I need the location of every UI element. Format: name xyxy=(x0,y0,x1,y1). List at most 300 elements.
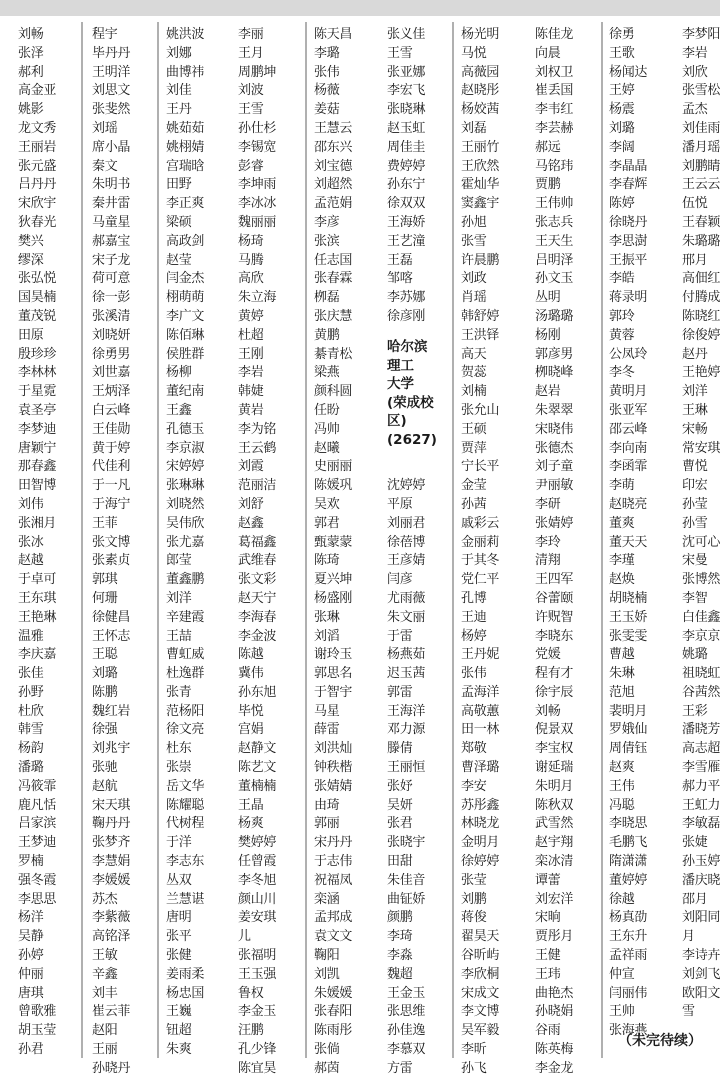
name-entry: 李淼 xyxy=(387,948,413,964)
name-entry: 孟杰 xyxy=(682,102,708,118)
name-entry: 张春阳 xyxy=(314,1004,353,1020)
name-entry: 刘波 xyxy=(238,83,264,99)
name-entry: 韩雪 xyxy=(18,722,44,738)
name-entry: 杨闻达 xyxy=(609,64,648,80)
name-entry: 王丽恒 xyxy=(387,760,426,776)
name-entry: 向晨 xyxy=(535,45,561,61)
name-entry: 李安 xyxy=(461,778,487,794)
name-entry: 潘璐 xyxy=(18,760,44,776)
name-entry: 张琳琳 xyxy=(166,478,205,494)
name-entry: 孟祥雨 xyxy=(609,948,648,964)
name-entry: 郭玲 xyxy=(609,308,635,324)
name-entry: 王云鹤 xyxy=(238,440,277,456)
name-entry: 张志兵 xyxy=(535,214,574,230)
name-entry: 孙玉婷 xyxy=(682,854,720,870)
name-entry: 王东琪 xyxy=(18,590,57,606)
name-entry: 温雅 xyxy=(18,628,44,644)
name-entry: 李敏磊 xyxy=(682,816,720,832)
name-entry: 王彦婧 xyxy=(387,553,426,569)
name-entry: 杜东 xyxy=(166,741,192,757)
name-entry: 王伟帅 xyxy=(535,196,574,212)
name-entry: 李诗卉 xyxy=(682,948,720,964)
to-be-continued-note: （未完待续） xyxy=(618,1033,702,1049)
name-entry: 王炳泽 xyxy=(92,384,131,400)
name-entry: 李韦红 xyxy=(535,102,574,118)
name-entry: 刘佳雨 xyxy=(682,120,720,136)
name-entry: 郭彦男 xyxy=(535,346,574,362)
name-entry: 刘权卫 xyxy=(535,64,574,80)
name-entry: 董婷婷 xyxy=(609,872,648,888)
name-entry: 月 xyxy=(682,929,695,945)
name-entry: 翟昊天 xyxy=(461,929,500,945)
name-entry: 杨爽 xyxy=(238,816,264,832)
name-entry: 李宏飞 xyxy=(387,83,426,99)
name-entry: 曹越 xyxy=(609,647,635,663)
name-entry: 李金波 xyxy=(238,628,277,644)
name-entry: 秦文 xyxy=(92,158,118,174)
name-entry: 曲钲娇 xyxy=(387,891,426,907)
name-entry: 姚影 xyxy=(18,102,44,118)
name-entry: 李广文 xyxy=(166,308,205,324)
name-entry: 谢延瑞 xyxy=(535,760,574,776)
name-entry: 董纪南 xyxy=(166,384,205,400)
name-entry: 那春鑫 xyxy=(18,459,57,475)
name-entry: 王艳琳 xyxy=(18,609,57,625)
name-entry: 杨燕茹 xyxy=(387,647,426,663)
name-entry: 刘佳 xyxy=(166,83,192,99)
name-entry: 张素贞 xyxy=(92,553,131,569)
name-entry: 崔丢国 xyxy=(535,83,574,99)
university-label-line: (荣成校 xyxy=(387,394,434,411)
name-entry: 孔博 xyxy=(461,590,487,606)
name-entry: 甄蒙蒙 xyxy=(314,534,353,550)
name-entry: 龙文秀 xyxy=(18,120,57,136)
name-entry: 徐婷婷 xyxy=(461,854,500,870)
name-entry: 曲博祎 xyxy=(166,64,205,80)
name-entry: 刘洋 xyxy=(682,384,708,400)
name-entry: 钮超 xyxy=(166,1023,192,1039)
name-entry: 儿 xyxy=(238,929,251,945)
name-entry: 王丽岩 xyxy=(18,139,57,155)
name-entry: 赵晓彤 xyxy=(461,83,500,99)
name-entry: 郎莹 xyxy=(166,553,192,569)
name-entry: 王怀志 xyxy=(92,628,131,644)
name-entry: 毕丹丹 xyxy=(92,45,131,61)
name-entry: 荷可意 xyxy=(92,271,131,287)
name-column-7 xyxy=(461,26,499,1079)
name-entry: 朱立海 xyxy=(238,290,277,306)
name-entry: 刘剑飞 xyxy=(682,966,720,982)
name-entry: 任曾霞 xyxy=(238,854,277,870)
name-entry: 刘丰 xyxy=(92,985,118,1001)
name-entry: 高政剑 xyxy=(166,233,205,249)
name-entry: 程宇 xyxy=(92,27,118,42)
name-entry: 张亚军 xyxy=(609,402,648,418)
name-entry: 杨盛刚 xyxy=(314,590,353,606)
name-entry: 贾鹏 xyxy=(535,177,561,193)
name-entry: 潘月瑶 xyxy=(682,139,720,155)
name-entry: 张青 xyxy=(166,684,192,700)
name-entry: 刘晓然 xyxy=(166,496,205,512)
name-entry: 宋曼 xyxy=(682,553,708,569)
name-entry: 任志国 xyxy=(314,252,353,268)
name-entry: 徐晓丹 xyxy=(609,214,648,230)
name-entry: 张雯雯 xyxy=(609,628,648,644)
name-entry: 朱琳 xyxy=(609,666,635,682)
name-entry: 范丽洁 xyxy=(238,478,277,494)
name-entry: 欧阳文 xyxy=(682,985,720,1001)
name-entry: 孙晓娟 xyxy=(535,1004,574,1020)
name-entry: 史丽丽 xyxy=(314,459,353,475)
name-entry: 于一凡 xyxy=(92,478,131,494)
name-entry: 杨真劭 xyxy=(609,910,648,926)
name-entry: 王刚 xyxy=(238,346,264,362)
name-entry: 李岩 xyxy=(682,45,708,61)
name-entry: 姜安琪 xyxy=(238,910,277,926)
name-entry: 梁燕 xyxy=(314,365,340,381)
name-entry: 刘宝德 xyxy=(314,158,353,174)
name-entry: 李慧娟 xyxy=(92,854,131,870)
name-entry: 国昊楠 xyxy=(18,290,57,306)
name-entry: 李林林 xyxy=(18,365,57,381)
name-entry: 徐强 xyxy=(92,722,118,738)
name-entry: 张婧婧 xyxy=(314,778,353,794)
name-entry: 高欣 xyxy=(238,271,264,287)
name-entry: 朱翠翠 xyxy=(535,402,574,418)
name-entry: 王雪 xyxy=(387,45,413,61)
name-entry: 仲宣 xyxy=(609,966,635,982)
name-entry: 张海燕 xyxy=(609,1023,648,1039)
name-entry: 雪 xyxy=(682,1004,695,1020)
university-label-line: (2627) xyxy=(387,431,437,448)
name-entry: 王佳勋 xyxy=(92,421,131,437)
name-entry: 黄明月 xyxy=(609,384,648,400)
name-entry: 邵云峰 xyxy=(609,421,648,437)
name-entry: 代树程 xyxy=(166,816,205,832)
name-entry: 徐越 xyxy=(609,891,635,907)
name-entry: 王东升 xyxy=(609,929,648,945)
name-entry: 郭雷 xyxy=(387,684,413,700)
name-entry: 滕倩 xyxy=(387,741,413,757)
name-entry: 马悦 xyxy=(461,45,487,61)
name-column-10 xyxy=(682,26,720,1022)
name-entry: 王伟 xyxy=(609,778,635,794)
name-entry: 杨忠国 xyxy=(166,985,205,1001)
name-entry: 姚栩婧 xyxy=(166,139,205,155)
name-entry: 马童星 xyxy=(92,214,131,230)
column-divider xyxy=(601,22,603,1058)
name-entry: 许贶智 xyxy=(535,609,574,625)
name-entry: 颜鹏 xyxy=(387,910,413,926)
name-entry: 陈婷 xyxy=(609,196,635,212)
name-entry: 冯筱霏 xyxy=(18,778,57,794)
name-entry: 唐颖宁 xyxy=(18,440,57,456)
name-column-3 xyxy=(166,26,204,1060)
name-entry: 李璐 xyxy=(314,45,340,61)
name-entry: 宋婷婷 xyxy=(166,459,205,475)
name-entry: 吕明泽 xyxy=(535,252,574,268)
name-entry: 宋畅 xyxy=(682,421,708,437)
name-entry: 张亚娜 xyxy=(387,64,426,80)
name-entry: 倪景双 xyxy=(535,722,574,738)
name-entry xyxy=(387,458,425,477)
name-entry: 刘宏洋 xyxy=(535,891,574,907)
name-entry: 黄蓉 xyxy=(609,327,635,343)
name-entry: 贾彤月 xyxy=(535,929,574,945)
name-entry: 任盼 xyxy=(314,402,340,418)
name-column-8 xyxy=(535,26,573,1079)
name-entry: 栾冰清 xyxy=(535,854,574,870)
name-entry: 张德杰 xyxy=(535,440,574,456)
name-entry: 罗娥仙 xyxy=(609,722,648,738)
name-entry: 姚璐 xyxy=(682,647,708,663)
name-entry: 孟海洋 xyxy=(461,684,500,700)
column-divider xyxy=(305,22,307,1058)
name-entry: 李金玉 xyxy=(238,1004,277,1020)
name-entry: 孙仕杉 xyxy=(238,120,277,136)
name-entry: 李皓 xyxy=(609,271,635,287)
name-entry: 李玲 xyxy=(535,534,561,550)
name-entry: 强冬霞 xyxy=(18,872,57,888)
name-entry: 曾歌雅 xyxy=(18,1004,57,1020)
name-entry: 李思澍 xyxy=(609,233,648,249)
name-entry: 王丽竹 xyxy=(461,139,500,155)
name-entry: 宫娟 xyxy=(238,722,264,738)
name-entry: 张思维 xyxy=(387,1004,426,1020)
name-entry: 殷珍珍 xyxy=(18,346,57,362)
name-entry: 王晶 xyxy=(238,797,264,813)
name-entry: 王硕 xyxy=(461,421,487,437)
name-entry: 刘磊 xyxy=(461,120,487,136)
name-entry: 岳文华 xyxy=(166,778,205,794)
name-entry: 王月 xyxy=(238,45,264,61)
name-entry: 朱媛媛 xyxy=(314,985,353,1001)
name-entry: 陈佰琳 xyxy=(166,327,205,343)
name-entry: 綦青松 xyxy=(314,346,353,362)
name-entry: 王琳 xyxy=(682,402,708,418)
name-entry: 白佳鑫 xyxy=(682,609,720,625)
name-entry: 韩舒婷 xyxy=(461,308,500,324)
name-entry: 刘兆宇 xyxy=(92,741,131,757)
name-entry: 张平 xyxy=(166,929,192,945)
name-entry: 孔少锋 xyxy=(238,1042,277,1058)
name-entry: 汪鹏 xyxy=(238,1023,264,1039)
column-divider xyxy=(157,22,159,1058)
name-entry: 李彦 xyxy=(314,214,340,230)
name-entry: 孔德玉 xyxy=(166,421,205,437)
name-entry: 杨洋 xyxy=(18,910,44,926)
name-entry: 陈英梅 xyxy=(535,1042,574,1058)
name-entry: 杨柳 xyxy=(166,365,192,381)
name-entry: 王雪 xyxy=(238,102,264,118)
name-entry: 王梦迪 xyxy=(18,835,57,851)
name-entry: 于智宇 xyxy=(314,684,353,700)
name-entry: 袁圣亭 xyxy=(18,402,57,418)
name-entry: 方雷 xyxy=(387,1060,413,1076)
name-entry: 马腾 xyxy=(238,252,264,268)
name-entry: 王明洋 xyxy=(92,64,131,80)
name-column-6 xyxy=(387,26,425,1079)
university-label-line: 理工 xyxy=(387,357,414,374)
name-entry: 贺蕊 xyxy=(461,365,487,381)
name-entry: 刘洋 xyxy=(166,590,192,606)
name-entry: 辛建霞 xyxy=(166,609,205,625)
name-entry: 魏丽丽 xyxy=(238,214,277,230)
name-entry: 李宝权 xyxy=(535,741,574,757)
name-entry: 张湘月 xyxy=(18,515,57,531)
name-entry: 贾萍 xyxy=(461,440,487,456)
name-entry: 黄鹏 xyxy=(314,327,340,343)
university-label-line: 大学 xyxy=(387,376,414,393)
name-entry: 刘娜 xyxy=(166,45,192,61)
name-entry: 王海洋 xyxy=(387,703,426,719)
name-entry: 李瑾 xyxy=(609,553,635,569)
name-entry: 于洋 xyxy=(166,835,192,851)
name-entry: 张佳 xyxy=(18,666,44,682)
name-entry: 杨震 xyxy=(609,102,635,118)
name-entry: 张泽 xyxy=(18,45,44,61)
name-entry: 陈媛巩 xyxy=(314,478,353,494)
name-entry: 曹泽璐 xyxy=(461,760,500,776)
name-entry: 陈天昌 xyxy=(314,27,353,42)
name-entry: 李坤雨 xyxy=(238,177,277,193)
name-entry: 金明月 xyxy=(461,835,500,851)
name-entry: 陈艺文 xyxy=(238,760,277,776)
name-entry: 陈琦 xyxy=(314,553,340,569)
name-entry: 刘舒 xyxy=(238,496,264,512)
name-entry: 胡晓楠 xyxy=(609,590,648,606)
name-entry: 杨婷 xyxy=(461,628,487,644)
university-label-line: 区) xyxy=(387,413,407,430)
name-entry: 谷雨 xyxy=(535,1023,561,1039)
name-entry: 王丹妮 xyxy=(461,647,500,663)
name-entry: 李苏娜 xyxy=(387,290,426,306)
name-entry: 王艺潼 xyxy=(387,233,426,249)
name-list-page xyxy=(0,16,720,1076)
name-entry: 王丹 xyxy=(166,102,192,118)
name-entry: 王天生 xyxy=(535,233,574,249)
name-entry: 郭思名 xyxy=(314,666,353,682)
name-entry: 徐文亮 xyxy=(166,722,205,738)
name-entry: 颜山川 xyxy=(238,891,277,907)
name-entry: 王歌 xyxy=(609,45,635,61)
name-entry: 白云峰 xyxy=(92,402,131,418)
name-entry: 于雷 xyxy=(387,628,413,644)
name-entry: 闫金杰 xyxy=(166,271,205,287)
name-entry: 毛鹏飞 xyxy=(609,835,648,851)
name-entry: 徐健昌 xyxy=(92,609,131,625)
name-entry: 常安琪 xyxy=(682,440,720,456)
name-entry: 田一林 xyxy=(461,722,500,738)
name-entry: 张琳 xyxy=(314,609,340,625)
name-entry: 李智 xyxy=(682,590,708,606)
name-entry: 朱佳音 xyxy=(387,872,426,888)
name-entry: 李慕双 xyxy=(387,1042,426,1058)
name-column-2 xyxy=(92,26,130,1079)
name-entry: 梁硕 xyxy=(166,214,192,230)
name-entry: 孙君 xyxy=(18,1042,44,1058)
name-entry: 赵阳 xyxy=(92,1023,118,1039)
name-entry: 李昕 xyxy=(461,1042,487,1058)
name-entry: 董天天 xyxy=(609,534,648,550)
name-entry: 王金玉 xyxy=(387,985,426,1001)
name-entry: 赵天宁 xyxy=(238,590,277,606)
name-entry: 魏红岩 xyxy=(92,703,131,719)
name-entry: 刘畅 xyxy=(18,27,44,42)
name-entry: 潘庆晓 xyxy=(682,872,720,888)
name-entry: 刘畅 xyxy=(535,703,561,719)
name-entry: 孙东宁 xyxy=(387,177,426,193)
name-entry: 席小晶 xyxy=(92,139,131,155)
name-entry: 李庆嘉 xyxy=(18,647,57,663)
name-entry: 邹喀 xyxy=(387,271,413,287)
name-entry: 李梦迪 xyxy=(18,421,57,437)
name-entry: 邵月 xyxy=(682,891,708,907)
name-entry: 闫丽伟 xyxy=(609,985,648,1001)
name-entry: 朱爽 xyxy=(166,1042,192,1058)
name-entry: 王菲 xyxy=(92,515,118,531)
name-entry: 田甜 xyxy=(387,854,413,870)
name-entry: 杨光明 xyxy=(461,27,500,42)
name-entry: 尤雨薇 xyxy=(387,590,426,606)
name-entry: 杨琦 xyxy=(238,233,264,249)
name-entry: 张冰 xyxy=(18,534,44,550)
name-entry: 徐双双 xyxy=(387,196,426,212)
name-entry: 葛福鑫 xyxy=(238,534,277,550)
name-entry: 杨薇 xyxy=(314,83,340,99)
university-label xyxy=(387,338,437,450)
name-entry: 刘子童 xyxy=(535,459,574,475)
name-entry: 郝力平 xyxy=(682,778,720,794)
name-entry: 宋欣宇 xyxy=(18,196,57,212)
name-entry: 韩婕 xyxy=(238,384,264,400)
name-entry: 郭琪 xyxy=(92,572,118,588)
name-entry: 于卓可 xyxy=(18,572,57,588)
name-entry: 高金亚 xyxy=(18,83,57,99)
name-entry: 高佃红 xyxy=(682,271,720,287)
name-entry: 王玉娇 xyxy=(609,609,648,625)
name-entry: 董爽 xyxy=(609,515,635,531)
name-entry: 李欣桐 xyxy=(461,966,500,982)
name-entry: 王磊 xyxy=(387,252,413,268)
name-entry: 吴妍 xyxy=(387,797,413,813)
name-entry: 何珊 xyxy=(92,590,118,606)
name-entry: 闫彦 xyxy=(387,572,413,588)
name-entry: 刘凯 xyxy=(314,966,340,982)
name-entry: 张庆慧 xyxy=(314,308,353,324)
name-entry: 邵东兴 xyxy=(314,139,353,155)
name-entry: 于星霓 xyxy=(18,384,57,400)
name-entry: 范旭 xyxy=(609,684,635,700)
top-gray-bar xyxy=(0,0,720,16)
name-entry: 张春霖 xyxy=(314,271,353,287)
name-entry: 唐明 xyxy=(166,910,192,926)
name-entry: 吕家滨 xyxy=(18,816,57,832)
name-entry: 李志东 xyxy=(166,854,205,870)
name-entry: 周佳圭 xyxy=(387,139,426,155)
name-entry: 王四军 xyxy=(535,572,574,588)
name-entry: 李晓东 xyxy=(535,628,574,644)
name-entry: 田原 xyxy=(18,327,44,343)
name-entry: 姚茹茹 xyxy=(166,120,205,136)
name-entry: 陈佳龙 xyxy=(535,27,574,42)
name-entry: 张莹 xyxy=(461,872,487,888)
name-entry: 张婧婷 xyxy=(535,515,574,531)
name-entry: 范杨阳 xyxy=(166,703,205,719)
name-entry: 谢玲玉 xyxy=(314,647,353,663)
name-entry: 肖瑶 xyxy=(461,290,487,306)
name-entry: 兰慧谌 xyxy=(166,891,205,907)
